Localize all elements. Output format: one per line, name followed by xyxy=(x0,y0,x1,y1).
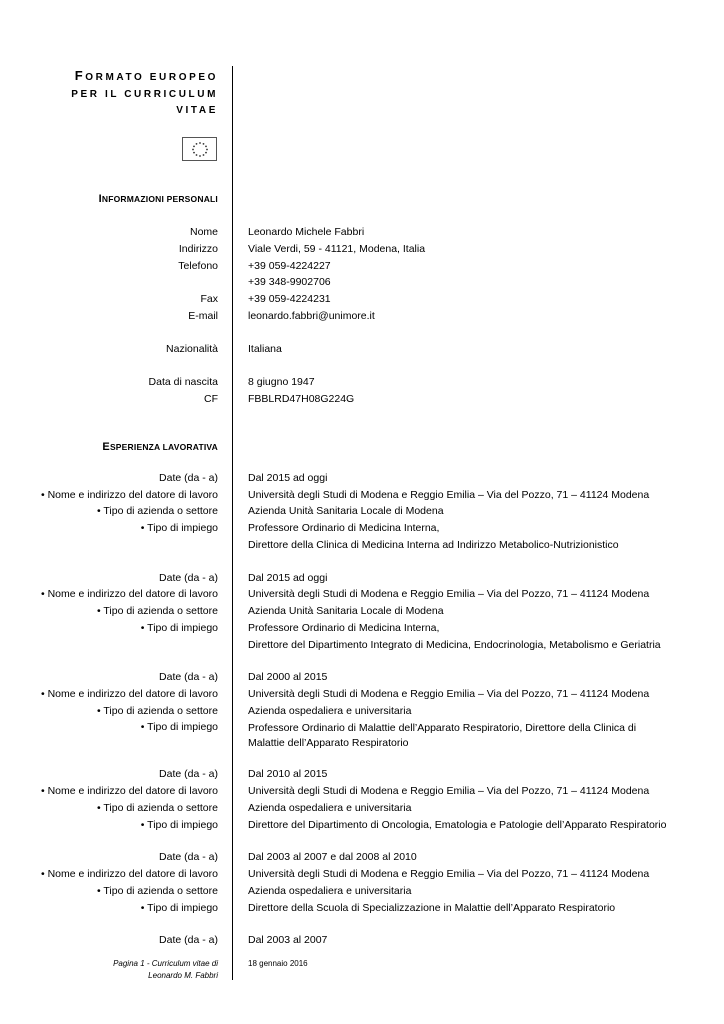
eu-flag-icon xyxy=(182,137,217,161)
title-line-3: VITAE xyxy=(176,105,218,116)
experience-position-row: • Tipo di impiego Professore Ordinario di Medicina Interna, xyxy=(140,622,440,634)
personal-row-mobile: +39 348-9902706 xyxy=(248,276,331,288)
section-work-experience: ESPERIENZA LAVORATIVA xyxy=(102,441,218,453)
experience-sector-row: • Tipo di azienda o settore Azienda Unità Sanitaria Locale di Modena xyxy=(96,505,444,517)
experience-sector-row: • Tipo di azienda o settore Azienda ospedaliera e universitaria xyxy=(96,885,412,897)
personal-row-email: E-mail leonardo.fabbri@unimore.it xyxy=(0,308,724,325)
experience-employer-row: • Nome e indirizzo del datore di lavoro Università degli Studi di Modena e Reggio Emilia – Via del Pozzo, 71 – 41124 Modena xyxy=(40,489,650,501)
experience-date-row: Date (da - a) Dal 2000 al 2015 xyxy=(159,671,328,683)
experience-position-row: • Tipo di impiego Direttore del Dipartimento di Oncologia, Ematologia e Patologie dell’Apparato Respiratorio xyxy=(140,819,667,831)
title-line-2: PER IL CURRICULUM xyxy=(71,88,218,100)
title-initial: F xyxy=(74,68,86,83)
experience-date-row: Date (da - a) Dal 2003 al 2007 xyxy=(159,934,328,946)
experience-date-row: Date (da - a) Dal 2015 ad oggi xyxy=(159,572,328,584)
personal-row-phone: Telefono +39 059-4224227 xyxy=(178,260,331,272)
experience-position-row: • Tipo di impiego Direttore della Scuola di Specializzazione in Malattie dell’Apparato Respiratorio xyxy=(140,902,616,914)
personal-row-birthdate: Data di nascita 8 giugno 1947 xyxy=(148,376,315,388)
personal-row-name: Nome Leonardo Michele Fabbri xyxy=(189,226,365,238)
experience-sector-row: • Tipo di azienda o settore Azienda ospedaliera e universitaria xyxy=(96,705,412,717)
experience-date-row: Date (da - a) Dal 2015 ad oggi xyxy=(159,472,328,484)
title-line-1: ORMATO EUROPEO xyxy=(85,72,218,83)
experience-employer-row: • Nome e indirizzo del datore di lavoro Università degli Studi di Modena e Reggio Emilia – Via del Pozzo, 71 – 41124 Modena xyxy=(40,688,650,700)
personal-row-address: Indirizzo Viale Verdi, 59 - 41121, Modena, Italia xyxy=(178,243,426,255)
personal-row-fax: Fax +39 059-4224231 xyxy=(200,293,331,305)
experience-position-row-2: Direttore del Dipartimento Integrato di Medicina, Endocrinologia, Metabolismo e Geriatria xyxy=(248,639,661,651)
experience-sector-row: • Tipo di azienda o settore Azienda ospedaliera e universitaria xyxy=(96,802,412,814)
page-footer-left: Pagina 1 - Curriculum vitae di Leonardo M. Fabbri xyxy=(113,959,218,980)
experience-position-row-2: Direttore della Clinica di Medicina Interna ad Indirizzo Metabolico-Nutrizionistico xyxy=(248,539,619,551)
experience-date-row: Date (da - a) Dal 2003 al 2007 e dal 2008 al 2010 xyxy=(159,851,417,863)
personal-row-nationality: Nazionalità Italiana xyxy=(166,343,282,355)
email-link[interactable]: leonardo.fabbri@unimore.it xyxy=(248,310,375,322)
experience-position-row: • Tipo di impiego Professore Ordinario di Medicina Interna, xyxy=(140,522,440,534)
experience-employer-row: • Nome e indirizzo del datore di lavoro Università degli Studi di Modena e Reggio Emilia – Via del Pozzo, 71 – 41124 Modena xyxy=(40,785,650,797)
personal-row-cf: CF FBBLRD47H08G224G xyxy=(204,393,355,405)
section-personal-info: INFORMAZIONI PERSONALI xyxy=(98,193,218,205)
page-footer-date: 18 gennaio 2016 xyxy=(248,959,308,968)
experience-employer-row: • Nome e indirizzo del datore di lavoro Università degli Studi di Modena e Reggio Emilia – Via del Pozzo, 71 – 41124 Modena xyxy=(40,588,650,600)
experience-position-row: • Tipo di impiego Professore Ordinario di Malattie dell’Apparato Respiratorio, Direttore della Clinica di Malattie dell’Apparato Respiratorio xyxy=(140,721,637,749)
experience-sector-row: • Tipo di azienda o settore Azienda Unità Sanitaria Locale di Modena xyxy=(96,605,444,617)
experience-employer-row: • Nome e indirizzo del datore di lavoro Università degli Studi di Modena e Reggio Emilia – Via del Pozzo, 71 – 41124 Modena xyxy=(40,868,650,880)
cv-title xyxy=(71,68,218,120)
experience-date-row: Date (da - a) Dal 2010 al 2015 xyxy=(159,768,328,780)
